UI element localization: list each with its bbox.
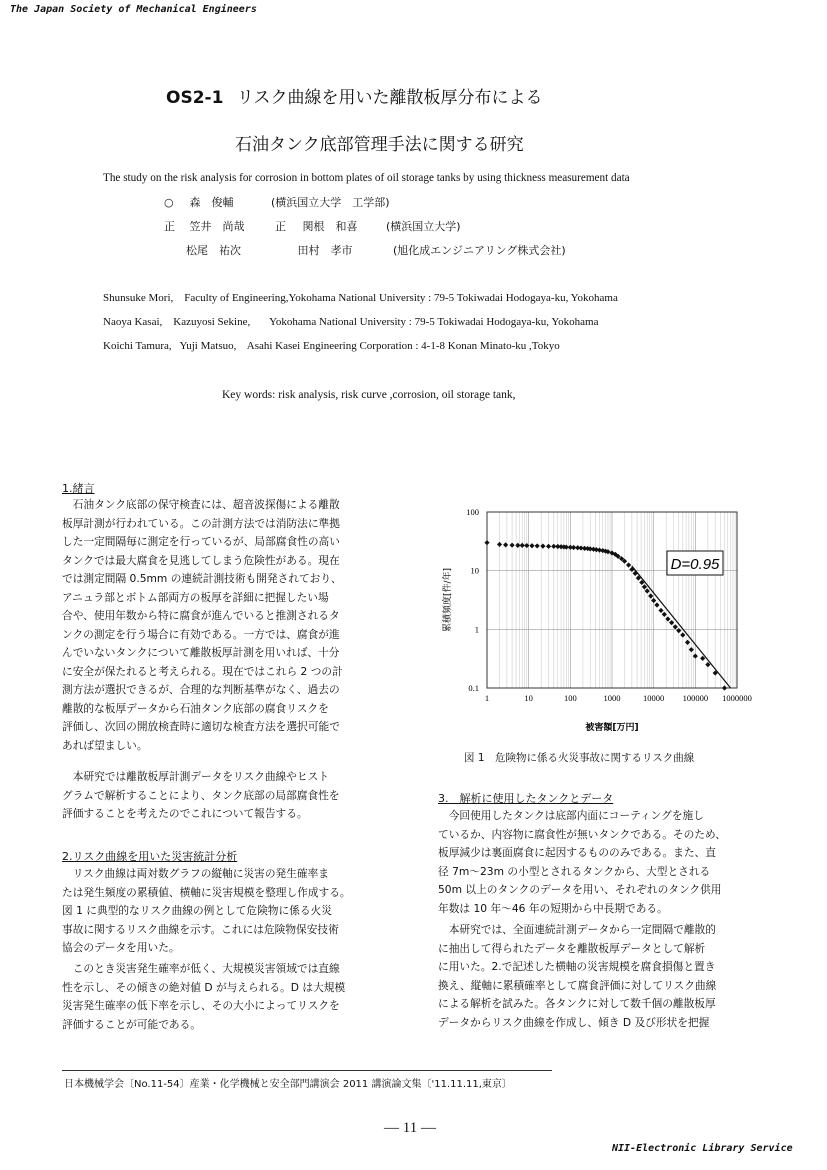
data-point [676, 628, 681, 633]
author-affiliation: (旭化成エンジニアリング株式会社) [393, 244, 566, 257]
data-point [503, 542, 508, 547]
y-tick-label: 100 [466, 507, 479, 517]
y-axis-label: 累積頻度[件/年] [443, 567, 453, 633]
paper-title-line2: 石油タンク底部管理手法に関する研究 [235, 135, 524, 155]
title-text-1: リスク曲線を用いた離散板厚分布による [236, 88, 543, 108]
society-header: The Japan Society of Mechanical Engineers [10, 4, 257, 15]
section-heading-1: 1.緒言 [62, 482, 95, 495]
author-mark: ○ [164, 196, 174, 209]
x-tick-label: 1000000 [722, 693, 752, 703]
y-tick-label: 10 [470, 565, 479, 576]
fit-line [632, 566, 731, 688]
x-tick-label: 100 [563, 693, 577, 703]
data-point [722, 685, 727, 690]
author-row [186, 242, 566, 258]
author-affiliation: (横浜国立大学 工学部) [271, 196, 390, 209]
section-heading-2: 2.リスク曲線を用いた災害統計分析 [62, 850, 238, 863]
data-point [689, 647, 694, 652]
author-mark: 正 [164, 220, 175, 233]
risk-curve-chart [430, 500, 790, 740]
data-point [509, 543, 514, 548]
x-tick-label: 100000 [682, 693, 709, 703]
section-1-paragraph: 石油タンク底部の保守検査には、超音波探傷による離散 板厚計測が行われている。この計測方法では消防法に準拠 した一定間隔毎に測定を行っているが、局部腐食性の高い タンクでは最大腐食を見逃してしまう危険性がある。現在 では測定間隔 0.5mm の連続計測技術も開発されており、 アニュラ部とボトム部両方の板厚を詳細に把握したい場 合や、使用年数から特に腐食が進んでいると推測されるタ ンクの測定を行う場合に有効である。一方では、腐食が進 んでいないタンクについて離散板厚計測を用いれば、十分 に安全が保たれると考えられる。現在ではこれら 2 つの計 測方法が選択できるが、合理的な判断基準がなく、過去の 離散的な板厚データから石油タンク底部の腐食リスクを 評価し、次回の開放検査時に適切な検査方法を選択可能で あれば望ましい。 [62, 498, 343, 752]
english-title: The study on the risk analysis for corrosion in bottom plates of oil storage tanks by using thickness measurement data [103, 172, 630, 184]
data-point [546, 544, 551, 549]
data-point [685, 640, 690, 645]
footer-rule [62, 1070, 552, 1071]
x-axis-label: 被害額[万円] [585, 723, 639, 733]
keywords: Key words: risk analysis, risk curve ,corrosion, oil storage tank, [222, 389, 516, 401]
author-name: 森 俊輔 [189, 196, 234, 209]
author-row [164, 218, 461, 234]
page-number: — 11 — [384, 1120, 436, 1136]
author-mark: 正 [275, 220, 286, 233]
data-point [497, 542, 502, 547]
paper-title-line1 [166, 83, 543, 108]
data-point [654, 602, 659, 607]
author-row [164, 194, 390, 210]
section-2-paragraph: このとき災害発生確率が低く、大規模災害領域では直線 性を示し、その傾きの絶対値 D が与えられる。D は大規模 災害発生確率の低下率を示し、その大小によってリスクを 評価することが可能である。 [62, 962, 346, 1031]
data-point [520, 543, 525, 548]
data-point [658, 608, 663, 613]
data-point [535, 543, 540, 548]
x-tick-label: 10000 [643, 693, 665, 703]
slope-annotation: D=0.95 [670, 556, 720, 573]
section-3-paragraph: 今回使用したタンクは底部内面にコーティングを施し ているか、内容物に腐食性が無いタンクである。そのため、 板厚減少は裏面腐食に起因するもののみである。また、直 径 7m〜23m の小型とされるタンクから、大型とされる 50m 以上のタンクのデータを用い、それぞれのタンク供用 年数は 10 年〜46 年の短期から中長期である。 [438, 809, 726, 915]
author-affiliation-en: Naoya Kasai, Kazuyosi Sekine, Yokohama National University : 79-5 Tokiwadai Hodogaya-ku, Yokohama [103, 316, 599, 328]
author-name: 笠井 尚哉 [189, 220, 245, 233]
section-heading-3: 3. 解析に使用したタンクとデータ [438, 792, 614, 805]
section-2-paragraph: リスク曲線は両対数グラフの縦軸に災害の発生確率ま たは発生頻度の累積値、横軸に災害規模を整理し作成する。 図 1 に典型的なリスク曲線の例として危険物に係る火災 事故に関するリスク曲線を示す。これには危険物保安技術 協会のデータを用いた。 [62, 867, 351, 954]
section-1-paragraph: 本研究では離散板厚計測データをリスク曲線やヒスト グラムで解析することにより、タンク底部の局部腐食性を 評価することを考えたのでこれについて報告する。 [62, 770, 340, 820]
data-point [648, 593, 653, 598]
author-name: 松尾 祐次 [186, 244, 241, 257]
y-tick-label: 0.1 [468, 683, 479, 693]
x-tick-label: 10 [524, 693, 533, 703]
session-code: OS2-1 [166, 88, 224, 108]
x-tick-label: 1 [484, 693, 490, 703]
data-point [529, 543, 534, 548]
x-tick-label: 1000 [603, 693, 621, 703]
proceedings-footer: 日本機械学会〔No.11-54〕産業・化学機械と安全部門講演会 2011 講演論文集〔'11.11.11,東京〕 [64, 1079, 512, 1090]
author-affiliation-en: Shunsuke Mori, Faculty of Engineering,Yokohama National University : 79-5 Tokiwadai Hodogaya-ku, Yokohama [103, 292, 618, 304]
data-point [680, 632, 685, 637]
author-affiliation-en: Koichi Tamura, Yuji Matsuo, Asahi Kasei Engineering Corporation : 4-1-8 Konan Minato-ku ,Tokyo [103, 340, 560, 352]
figure-caption: 図 1 危険物に係る火災事故に関するリスク曲線 [464, 752, 695, 764]
library-footer: NII-Electronic Library Service [612, 1143, 793, 1154]
y-tick-label: 1 [474, 624, 479, 635]
data-point [645, 588, 650, 593]
author-name: 田村 孝市 [297, 244, 353, 257]
author-name: 関根 和喜 [302, 220, 358, 233]
data-point [642, 584, 647, 589]
data-point [484, 540, 489, 545]
author-affiliation: (横浜国立大学) [386, 220, 461, 233]
section-3-paragraph: 本研究では、全面連続計測データから一定間隔で離散的 に抽出して得られたデータを離散板厚データとして解析 に用いた。2.で記述した横軸の災害規模を腐食損傷と置き 換え、縦軸に累積確率として腐食評価に対してリスク曲線 による解析を試みた。各タンクに対して数千個の離散板厚 データからリスク曲線を作成し、傾き D 及び形状を把握 [438, 923, 717, 1029]
data-point [626, 562, 631, 567]
